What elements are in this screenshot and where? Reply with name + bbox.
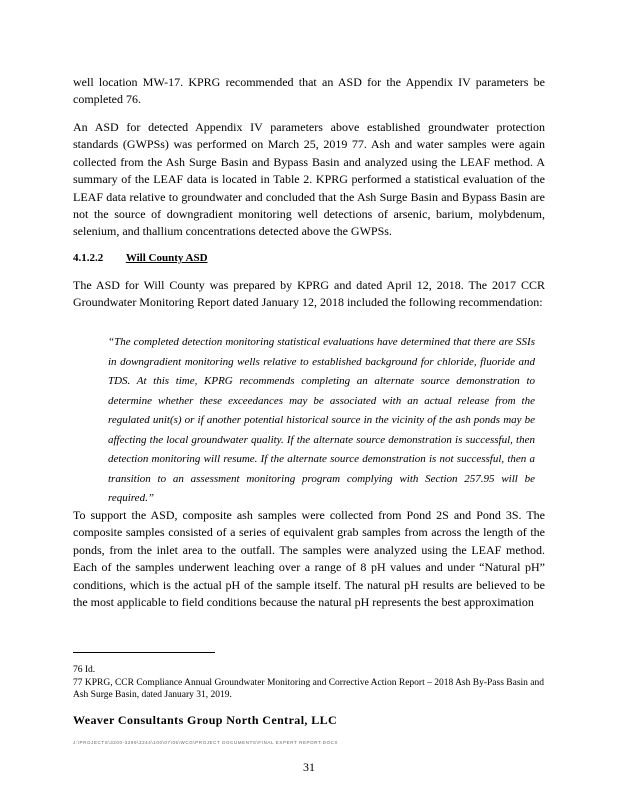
footnote-77: 77 KPRG, CCR Compliance Annual Groundwater Monitoring and Corrective Action Report – 2018 Ash By-Pass Basin and Ash Surge Basin, dated January 31, 2019. — [73, 678, 545, 700]
paragraph-will-county-asd: The ASD for Will County was prepared by KPRG and dated April 12, 2018. The 2017 CCR Groundwater Monitoring Report dated January 12, 2018 included the following recommendation: — [73, 278, 545, 310]
footer-company-name: Weaver Consultants Group North Central, LLC — [73, 713, 338, 727]
footnote-separator — [73, 652, 215, 653]
block-quote-recommendation: “The completed detection monitoring statistical evaluations have determined that there are SSIs in downgradient monitoring wells relative to established background for chloride, fluoride and TDS. At this time, KPRG recommends completing an alternate source demonstration to determine whether these exceedances may be associated with an actual release from the regulated unit(s) or if another potential historical source in the vicinity of the ash ponds may be affecting the local groundwater quality. If the alternate source demonstration is successful, then detection monitoring will resume. If the alternate source demonstration is not successful, then a transition to an assessment monitoring program complying with Section 257.95 will be required.” — [108, 336, 535, 504]
section-number: 4.1.2.2 — [73, 252, 104, 264]
paragraph-asd-appendix-iv: An ASD for detected Appendix IV parameters above established groundwater protection standards (GWPSs) was performed on March 25, 2019 77. Ash and water samples were again collected from the Ash Surge Basin and Bypass Basin and analyzed using the LEAF method. A summary of the LEAF data is located in Table 2. KPRG performed a statistical evaluation of the LEAF data relative to groundwater and concluded that the Ash Surge Basin and Bypass Basin are not the source of downgradient monitoring well detections of arsenic, barium, molybdenum, selenium, and thallium concentrations detected above the GWPSs. — [73, 120, 545, 239]
page-number: 31 — [303, 760, 315, 774]
footnote-76: 76 Id. — [73, 665, 96, 675]
footer-file-path: J:\PROJECTS\3200-3299\3244\100\07\05\WCG\PROJECT DOCUMENTS\FINAL EXPERT REPORT.DOCX — [73, 740, 339, 745]
section-heading — [73, 252, 208, 264]
section-title: Will County ASD — [125, 252, 208, 264]
paragraph-mw17-recommendation: well location MW-17. KPRG recommended that an ASD for the Appendix IV parameters be completed 76. — [73, 75, 545, 107]
paragraph-composite-samples: To support the ASD, composite ash samples were collected from Pond 2S and Pond 3S. The composite samples consisted of a series of equivalent grab samples from across the length of the ponds, from the inlet area to the outfall. The samples were analyzed using the LEAF method. Each of the samples underwent leaching over a range of 8 pH values and under “Natural pH” conditions, which is the actual pH of the sample itself. The natural pH results are believed to be the most applicable to field conditions because the natural pH represents the best approximation — [73, 508, 545, 610]
